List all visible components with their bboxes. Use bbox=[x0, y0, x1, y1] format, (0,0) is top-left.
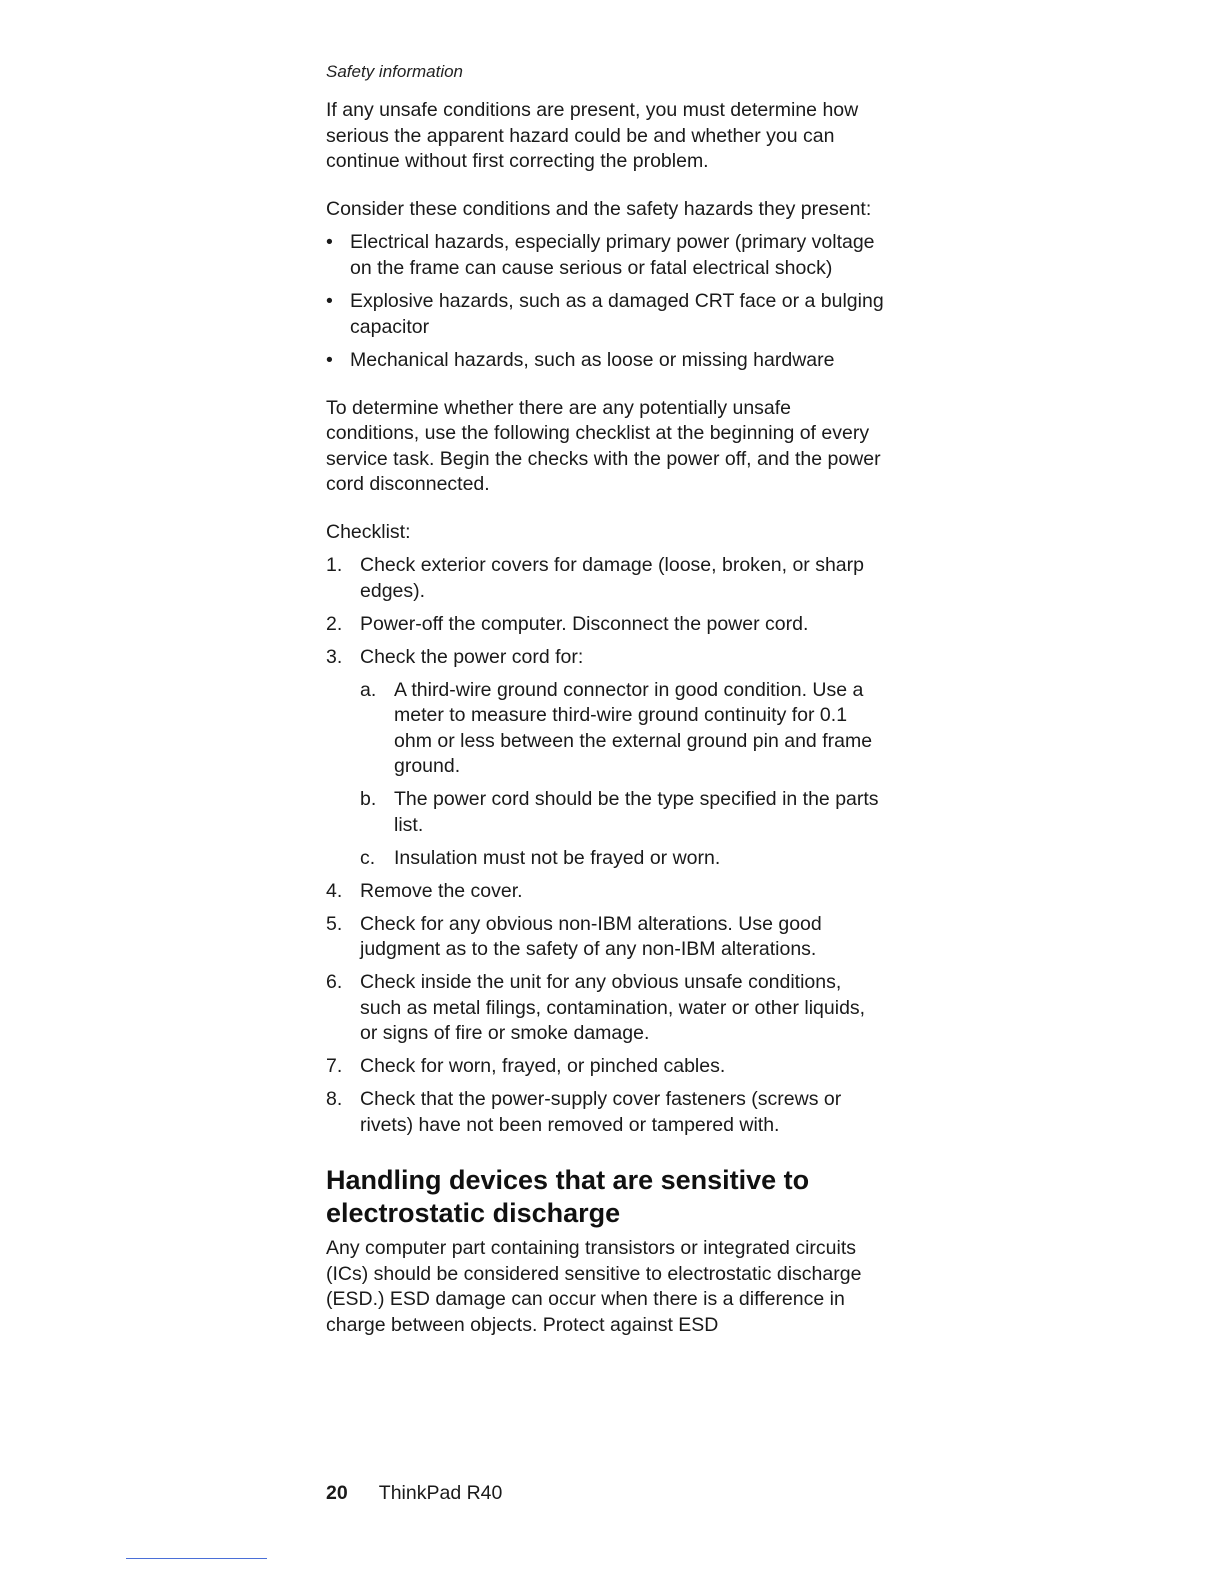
footer-rule bbox=[126, 1558, 267, 1559]
sub-step-text: Insulation must not be frayed or worn. bbox=[394, 846, 721, 869]
hazard-text: Mechanical hazards, such as loose or missing hardware bbox=[350, 349, 835, 371]
bullet-mark: • bbox=[326, 349, 333, 371]
step-text: Remove the cover. bbox=[360, 879, 523, 902]
page-content bbox=[326, 60, 886, 1360]
step-number: 8. bbox=[326, 1088, 343, 1110]
sub-step bbox=[360, 678, 886, 780]
step-text: Check inside the unit for any obvious unsafe conditions, such as metal filings, contamination, water or other liquids, or signs of fire or smoke damage. bbox=[360, 971, 866, 1044]
step-text: Check that the power-supply cover fasteners (screws or rivets) have not been removed or tampered with. bbox=[360, 1088, 842, 1136]
hazard-item bbox=[326, 289, 886, 340]
sub-step bbox=[360, 846, 886, 872]
step-number: 4. bbox=[326, 879, 343, 902]
step-number: 3. bbox=[326, 645, 343, 668]
sub-step-text: A third-wire ground connector in good condition. Use a meter to measure third-wire ground continuity for 0.1 ohm or less between the external ground pin and frame ground. bbox=[394, 678, 873, 777]
intro-paragraph: If any unsafe conditions are present, you must determine how serious the apparent hazard could be and whether you can continue without first correcting the problem. bbox=[326, 99, 859, 172]
esd-paragraph: Any computer part containing transistors or integrated circuits (ICs) should be considered sensitive to electrostatic discharge (ESD.) ESD damage can occur when there is a difference in charge between objects. Protect against ESD bbox=[326, 1237, 862, 1336]
page-number: 20 bbox=[326, 1482, 348, 1504]
sub-step-text: The power cord should be the type specified in the parts list. bbox=[394, 788, 879, 836]
step-number: 7. bbox=[326, 1055, 343, 1077]
hazard-text: Electrical hazards, especially primary power (primary voltage on the frame can cause serious or fatal electrical shock) bbox=[350, 231, 875, 279]
step-number: 2. bbox=[326, 612, 343, 635]
checklist-step bbox=[326, 645, 886, 872]
step-number: 1. bbox=[326, 554, 343, 576]
sub-step-letter: a. bbox=[360, 678, 377, 701]
conditions-lead-in: Consider these conditions and the safety hazards they present: bbox=[326, 197, 872, 220]
checklist-step bbox=[326, 1054, 886, 1080]
checklist bbox=[326, 553, 886, 1138]
checklist-step bbox=[326, 612, 886, 638]
hazard-item bbox=[326, 348, 886, 374]
determine-paragraph: To determine whether there are any potentially unsafe conditions, use the following checklist at the beginning of every service task. Begin the checks with the power off, and the power cord disconnected. bbox=[326, 396, 881, 495]
step-number: 5. bbox=[326, 912, 343, 935]
step-text: Check for any obvious non-IBM alterations. Use good judgment as to the safety of any non-IBM alterations. bbox=[360, 912, 822, 960]
hazard-list bbox=[326, 230, 886, 374]
checklist-step bbox=[326, 1087, 886, 1138]
bullet-mark: • bbox=[326, 231, 333, 253]
step-text: Check the power cord for: bbox=[360, 645, 584, 668]
product-name: ThinkPad R40 bbox=[378, 1482, 503, 1504]
checklist-step bbox=[326, 553, 886, 604]
checklist-label: Checklist: bbox=[326, 520, 411, 543]
checklist-step bbox=[326, 879, 886, 905]
step-text: Power-off the computer. Disconnect the power cord. bbox=[360, 612, 809, 635]
hazard-item bbox=[326, 230, 886, 281]
power-cord-sublist bbox=[360, 678, 886, 872]
bullet-mark: • bbox=[326, 290, 333, 312]
checklist-step bbox=[326, 970, 886, 1047]
step-number: 6. bbox=[326, 971, 343, 993]
sub-step-letter: c. bbox=[360, 846, 376, 869]
sub-step-letter: b. bbox=[360, 788, 377, 810]
step-text: Check exterior covers for damage (loose, broken, or sharp edges). bbox=[360, 554, 864, 602]
step-text: Check for worn, frayed, or pinched cables. bbox=[360, 1055, 726, 1077]
esd-section-heading: Handling devices that are sensitive to electrostatic discharge bbox=[326, 1165, 810, 1228]
page-footer bbox=[326, 1480, 502, 1506]
running-head: Safety information bbox=[326, 62, 464, 81]
hazard-text: Explosive hazards, such as a damaged CRT face or a bulging capacitor bbox=[350, 290, 884, 338]
sub-step bbox=[360, 787, 886, 838]
checklist-step bbox=[326, 912, 886, 963]
